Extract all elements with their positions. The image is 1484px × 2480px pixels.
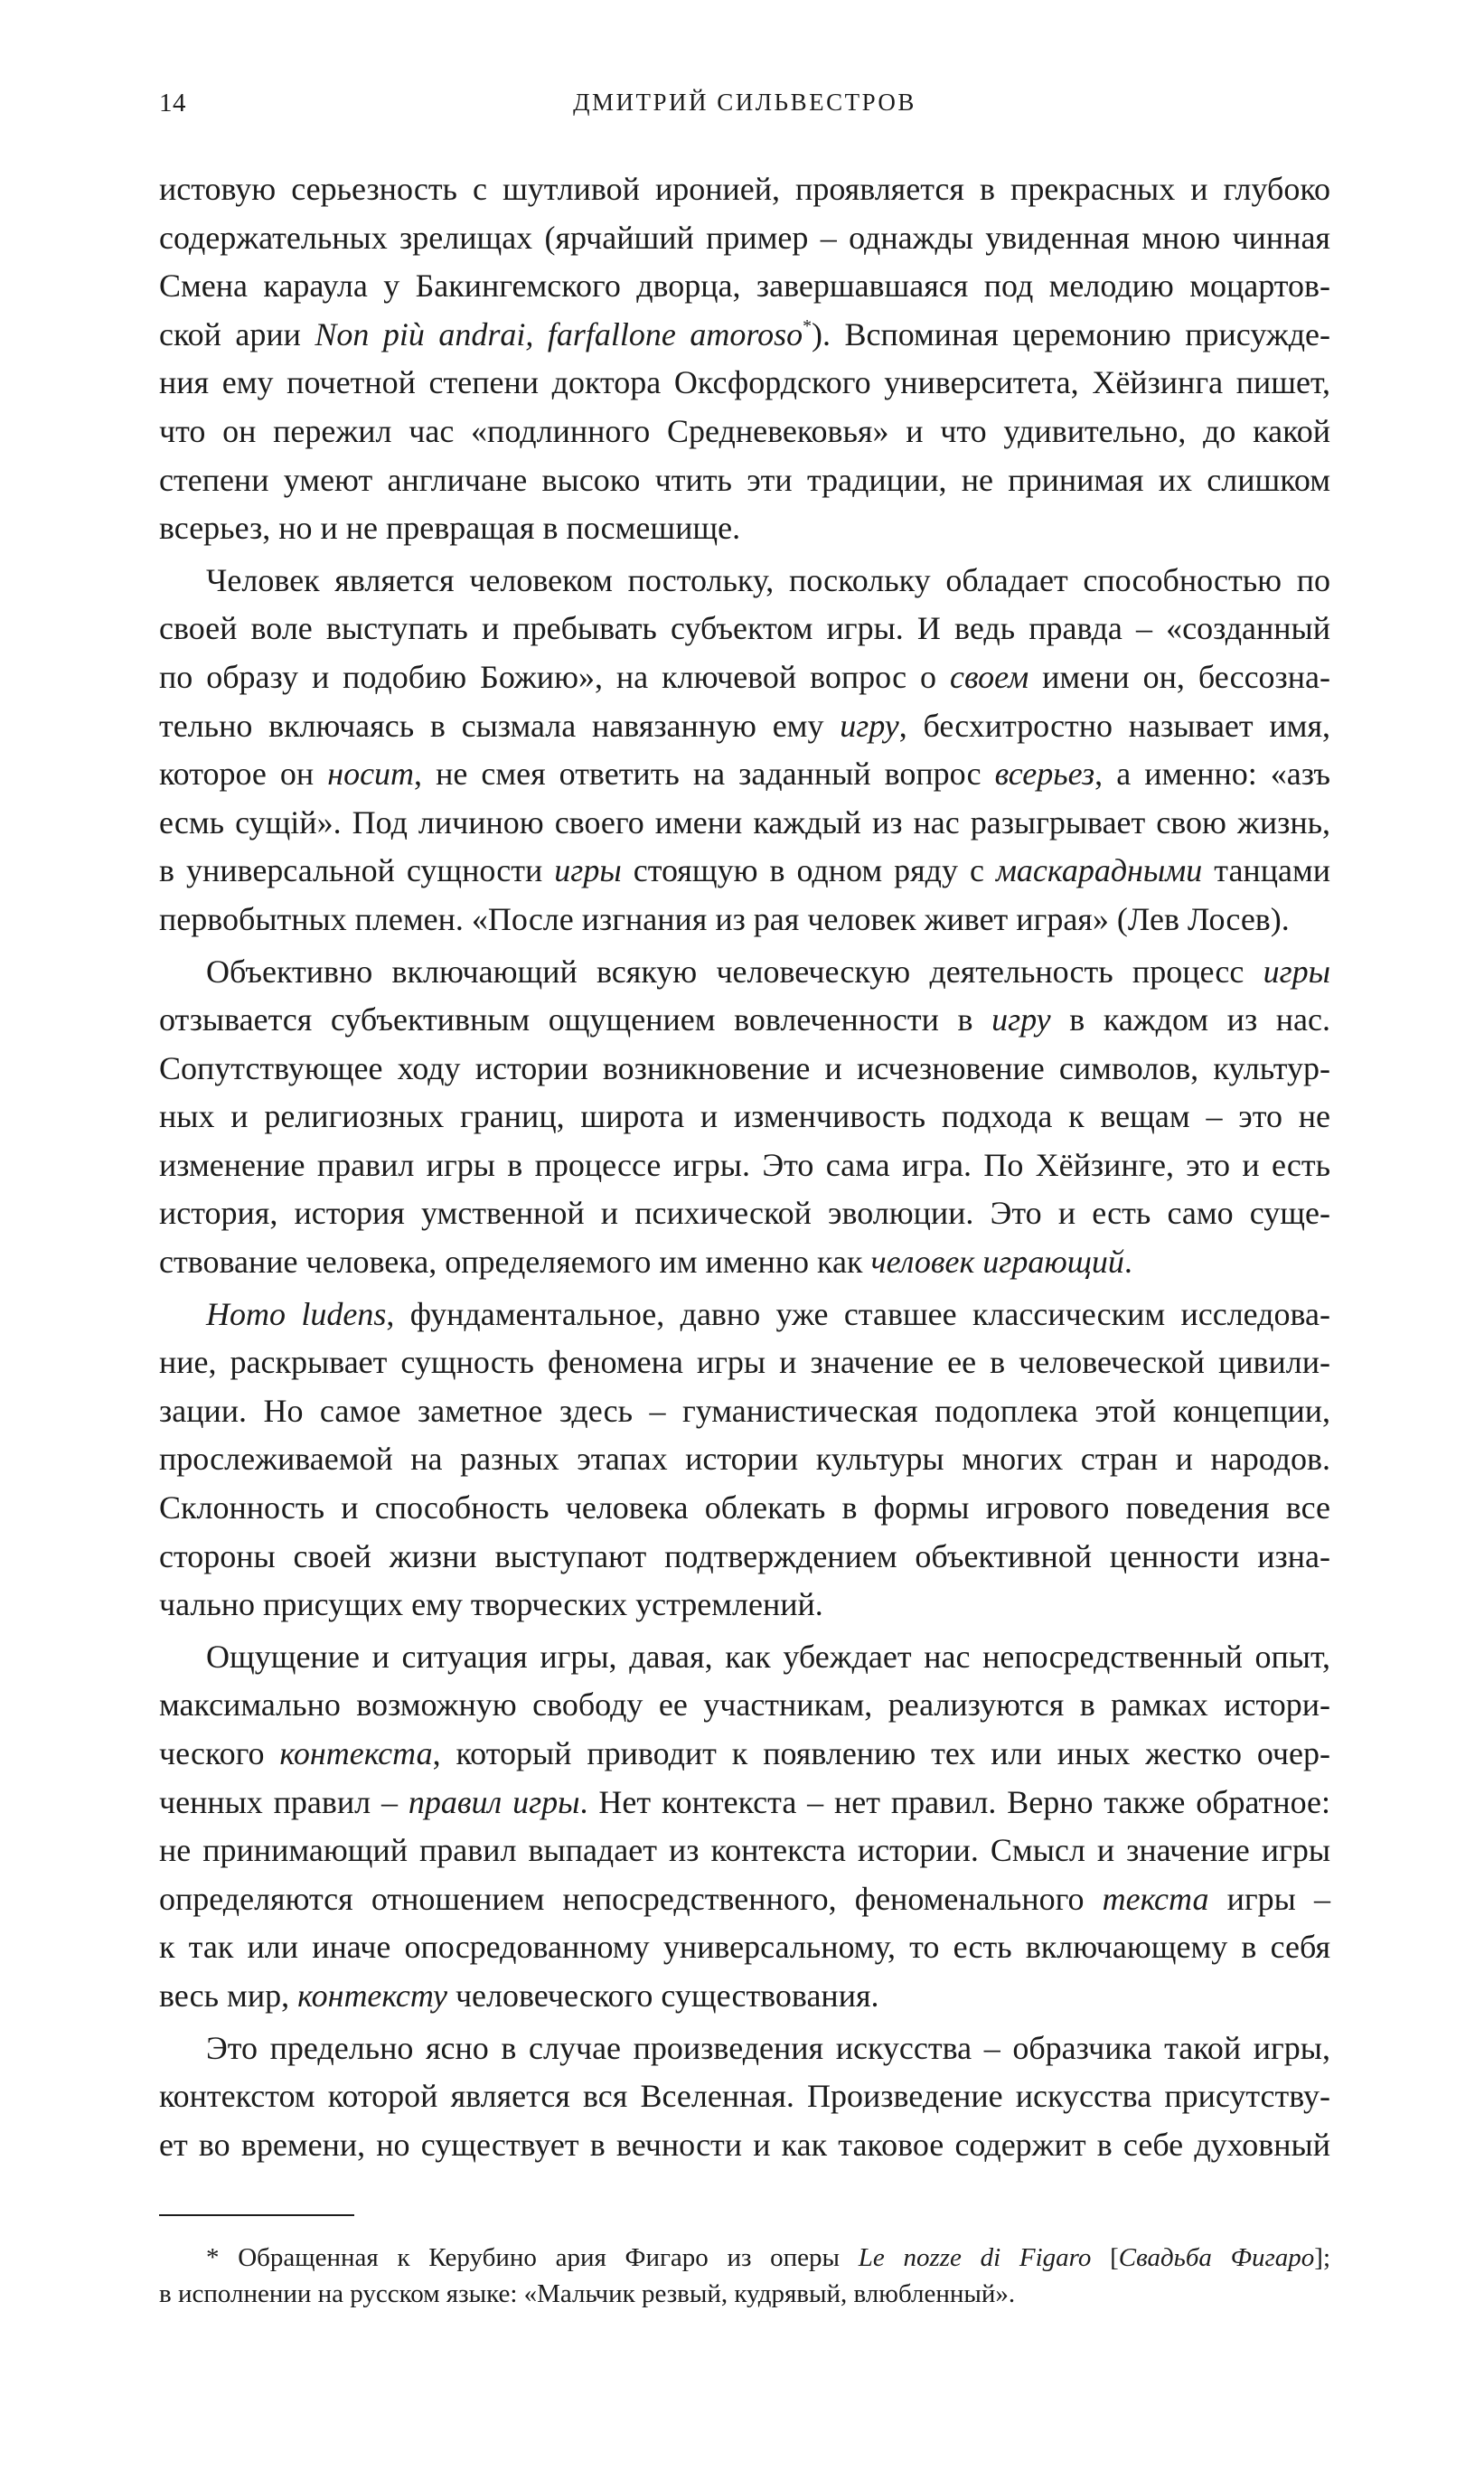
footnote-divider <box>159 2214 354 2216</box>
text-line: ние, раскрывает сущность феномена игры и значение ее в человеческой цивили- <box>159 1344 1330 1381</box>
footnote <box>159 2240 1330 2312</box>
text-line: ской арии Non più andrai, farfallone amoroso*). Вспоминая церемонию присужде- <box>159 315 1330 352</box>
text-line: которое он носит, не смея ответить на заданный вопрос всерьез, а именно: «азъ <box>159 756 1330 793</box>
paragraph-first-line: Это предельно ясно в случае произведения искусства – образчика такой игры, <box>206 2029 1330 2066</box>
text-line: своей воле выступать и пребывать субъектом игры. И ведь правда – «созданный <box>159 610 1330 647</box>
paragraph-first-line: Homo ludens, фундаментальное, давно уже ставшее классическим исследова- <box>206 1295 1330 1332</box>
text-line: по образу и подобию Божию», на ключевой вопрос о своем имени он, бессозна- <box>159 658 1331 695</box>
footnote-ref[interactable]: * <box>803 315 812 336</box>
paragraph-first-line: Объективно включающий всякую человеческую деятельность процесс игры <box>206 953 1330 990</box>
text-line: ствование человека, определяемого им именно как человек играющий. <box>159 1244 1132 1281</box>
text-line: стороны своей жизни выступают подтверждением объективной ценности изна- <box>159 1537 1330 1574</box>
paragraph-first-line: Человек является человеком постольку, поскольку обладает способностью по <box>206 561 1330 598</box>
text-line: в универсальной сущности игры стоящую в одном ряду с маскарадными танцами <box>159 852 1330 889</box>
text-line: что он пережил час «подлинного Средневековья» и что удивительно, до какой <box>159 412 1330 449</box>
text-line: прослеживаемой на разных этапах истории культуры многих стран и народов. <box>159 1441 1330 1478</box>
text-line: зации. Но самое заметное здесь – гуманистическая подоплека этой концепции, <box>159 1392 1330 1429</box>
text-line: максимально возможную свободу ее участникам, реализуются в рамках истори- <box>159 1686 1330 1724</box>
italic-aria-title: Non più andrai, farfallone amoroso <box>315 315 803 352</box>
text-line: изменение правил игры в процессе игры. Это сама игра. По Хёйзинге, это и есть <box>159 1146 1330 1183</box>
text-line: есмь сущій». Под личиною своего имени каждый из нас разыгрывает свою жизнь, <box>159 803 1330 841</box>
text-line: Смена караула у Бакингемского дворца, завершавшаяся под мелодию моцартов- <box>159 268 1330 305</box>
text-line: Склонность и способность человека облекать в формы игрового поведения все <box>159 1489 1330 1527</box>
footnote-marker: * <box>206 2243 220 2272</box>
text-line: ет во времени, но существует в вечности и как таковое содержит в себе духовный <box>159 2126 1330 2163</box>
text-line: ния ему почетной степени доктора Оксфордского университета, Хёйзинга пишет, <box>159 364 1330 401</box>
running-head <box>159 89 1330 125</box>
footnote-line: * Обращенная к Керубино ария Фигаро из оперы Le nozze di Figaro [Свадьба Фигаро]; <box>206 2243 1330 2272</box>
text-line: отзывается субъективным ощущением вовлеченности в игру в каждом из нас. <box>159 1001 1330 1038</box>
text-line: к так или иначе опосредованному универсальному, то есть включающему в себя <box>159 1929 1330 1966</box>
body-text <box>159 165 1330 2169</box>
paragraph-first-line: Ощущение и ситуация игры, давая, как убеждает нас непосредственный опыт, <box>206 1638 1330 1675</box>
page-number: 14 <box>159 89 186 117</box>
text-line: ных и религиозных границ, широта и изменчивость подхода к вещам – это не <box>159 1098 1330 1135</box>
text-line: истовую серьезность с шутливой иронией, проявляется в прекрасных и глубоко <box>159 171 1330 207</box>
text-line: история, история умственной и психической эволюции. Это и есть само суще- <box>159 1195 1330 1232</box>
text-line: Сопутствующее ходу истории возникновение и исчезновение символов, культур- <box>159 1049 1330 1086</box>
footnote-line: в исполнении на русском языке: «Мальчик резвый, кудрявый, влюбленный». <box>159 2279 1016 2308</box>
text-line: степени умеют англичане высоко чтить эти традиции, не принимая их слишком <box>159 461 1330 498</box>
text-line: не принимающий правил выпадает из контекста истории. Смысл и значение игры <box>159 1832 1330 1869</box>
text-line: ченных правил – правил игры. Нет контекста – нет правил. Верно также обратное: <box>159 1783 1331 1820</box>
text-line: ческого контекста, который приводит к появлению тех или иных жестко очер- <box>159 1735 1330 1771</box>
text-line: весь мир, контексту человеческого существования. <box>159 1977 879 2014</box>
text-line: чально присущих ему творческих устремлений. <box>159 1586 823 1623</box>
running-title: ДМИТРИЙ СИЛЬВЕСТРОВ <box>573 89 916 116</box>
text-line: тельно включаясь в сызмала навязанную ему игру, бесхитростно называет имя, <box>159 707 1330 744</box>
text-line: контекстом которой является вся Вселенная. Произведение искусства присутству- <box>159 2078 1330 2115</box>
text-line: первобытных племен. «После изгнания из рая человек живет играя» (Лев Лосев). <box>159 900 1290 937</box>
text-line: всерьез, но и не превращая в посмешище. <box>159 510 741 547</box>
text-line: содержательных зрелищах (ярчайший пример – однажды увиденная мною чинная <box>159 219 1330 256</box>
text-line: определяются отношением непосредственного, феноменального текста игры – <box>159 1880 1330 1917</box>
